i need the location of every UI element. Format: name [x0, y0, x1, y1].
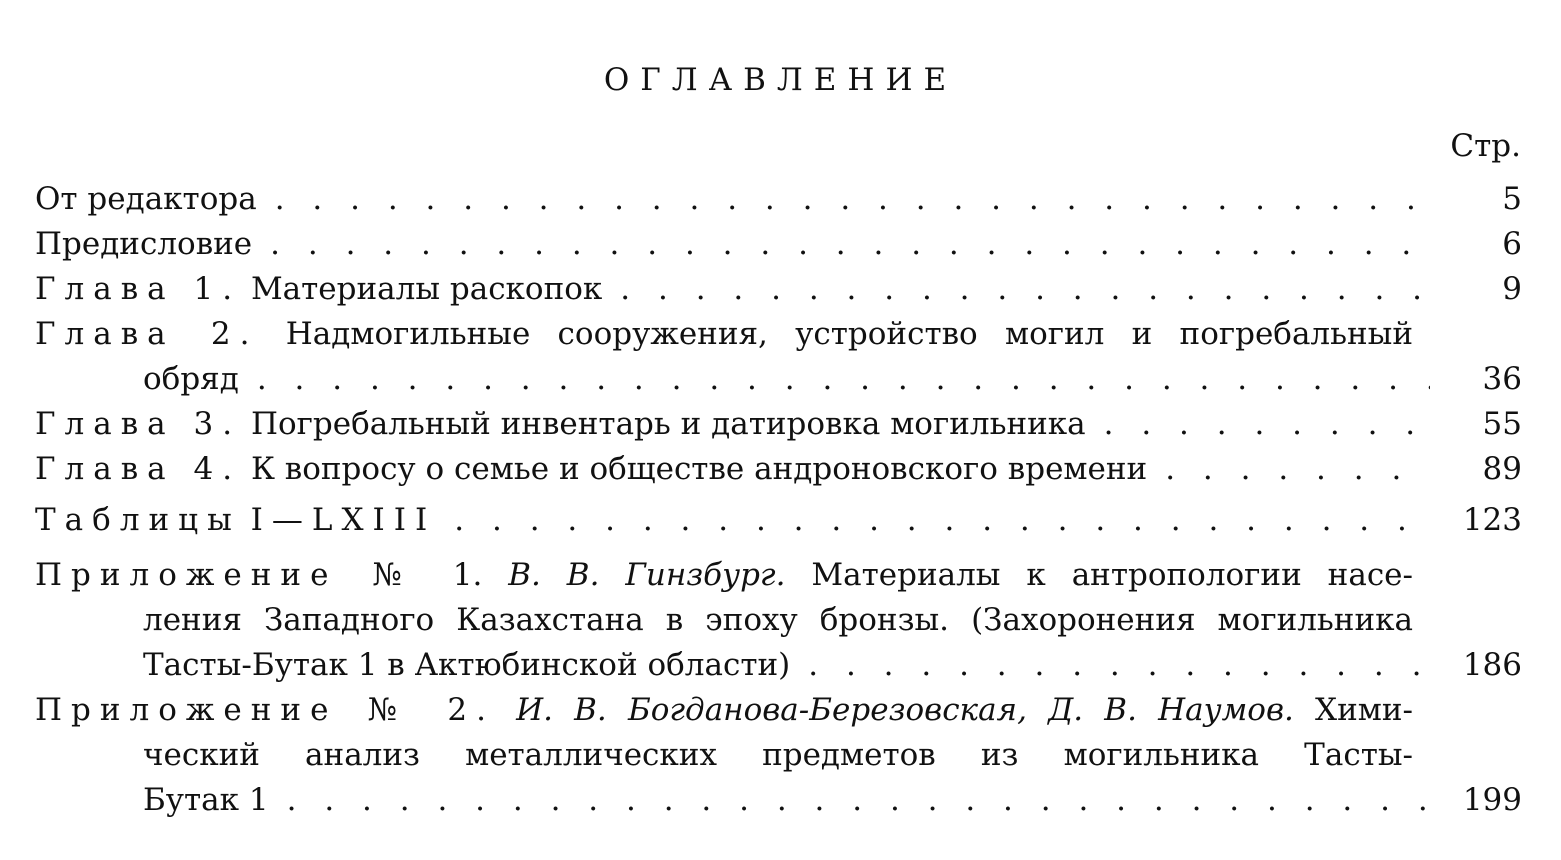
- toc-entry-tables[interactable]: [35, 498, 1522, 543]
- entry-page: 6: [1502, 226, 1522, 262]
- entry-title: Предисловие: [35, 226, 253, 262]
- entry-title-line-3: Бутак 1: [143, 782, 269, 818]
- entry-title-line-1: Хими-: [1315, 692, 1413, 728]
- entry-author: И. В. Богданова-Березовская, Д. В. Наумов.: [516, 692, 1294, 728]
- toc-entry-preface[interactable]: [35, 222, 1522, 267]
- entry-label: Глава 3.: [35, 406, 242, 442]
- page-column-label: Стр.: [1450, 128, 1521, 164]
- page-title: ОГЛАВЛЕНИЕ: [603, 62, 958, 98]
- entry-title: I—LXIII: [250, 502, 437, 538]
- entry-page: 199: [1462, 782, 1522, 818]
- leader-dots: [808, 643, 1430, 688]
- entry-title-line-2: обряд: [143, 361, 239, 397]
- entry-title: Материалы раскопок: [250, 271, 603, 307]
- entry-page: 9: [1502, 271, 1522, 307]
- toc-entry-chapter-1[interactable]: [35, 267, 1522, 312]
- entry-title-line-3: Тасты-Бутак 1 в Актюбинской области): [143, 647, 791, 683]
- entry-page: 186: [1462, 647, 1522, 683]
- toc-entry-appendix-1[interactable]: [35, 553, 1522, 688]
- entry-page: 89: [1482, 451, 1522, 487]
- entry-label: Приложение №: [35, 557, 427, 593]
- entry-title: От редактора: [35, 181, 257, 217]
- entry-title: К вопросу о семье и обществе андроновского времени: [250, 451, 1148, 487]
- entry-label: Приложение № 2.: [35, 692, 495, 728]
- toc-entry-appendix-2[interactable]: [35, 688, 1522, 823]
- entry-title-line-2: ления Западного Казахстана в эпоху бронзы. (Захоронения могильника: [143, 602, 1413, 638]
- leader-dots: [275, 177, 1430, 222]
- entry-page: 123: [1462, 502, 1522, 538]
- entry-label: Глава 1.: [35, 271, 242, 307]
- toc-entry-editor-note[interactable]: [35, 177, 1522, 222]
- leader-dots: [620, 267, 1430, 312]
- entry-author: В. В. Гинзбург.: [508, 557, 786, 593]
- entry-title: Погребальный инвентарь и датировка могильника: [250, 406, 1086, 442]
- entry-number: 1.: [452, 557, 483, 593]
- leader-dots: [1165, 447, 1430, 492]
- entry-title-line-2: ческий анализ металлических предметов из могильника Тасты-: [143, 737, 1413, 773]
- entry-title-line-1: Надмогильные сооружения, устройство могил и погребальный: [285, 316, 1413, 352]
- toc-entry-chapter-4[interactable]: [35, 447, 1522, 492]
- toc-entry-chapter-2[interactable]: [35, 312, 1522, 402]
- entry-title-line-1: Материалы к антропологии насе-: [811, 557, 1413, 593]
- leader-dots: [454, 498, 1430, 543]
- entry-label: Глава 2.: [35, 316, 259, 352]
- entry-page: 36: [1482, 361, 1522, 397]
- entry-page: 55: [1482, 406, 1522, 442]
- toc-entry-chapter-3[interactable]: [35, 402, 1522, 447]
- entry-page: 5: [1502, 181, 1522, 217]
- leader-dots: [287, 778, 1430, 823]
- entry-label: Таблицы: [35, 502, 241, 538]
- leader-dots: [257, 357, 1430, 402]
- leader-dots: [270, 222, 1430, 267]
- leader-dots: [1104, 402, 1430, 447]
- entry-label: Глава 4.: [35, 451, 242, 487]
